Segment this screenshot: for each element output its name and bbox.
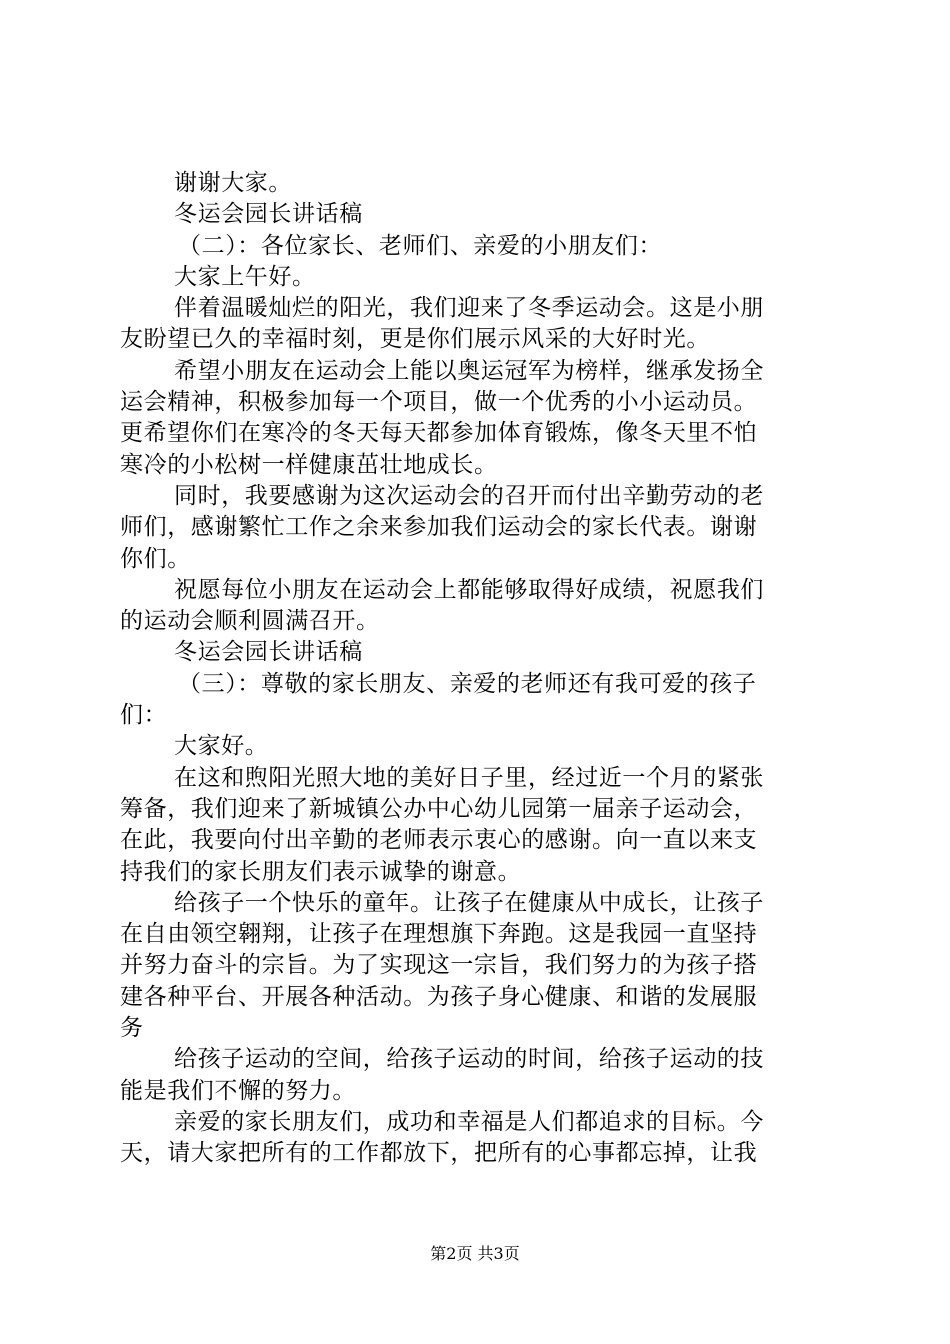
section-title: 冬运会园长讲话稿 bbox=[174, 201, 363, 228]
text-line: 亲爱的家长朋友们，成功和幸福是人们都追求的目标。今 bbox=[174, 1108, 764, 1135]
text-line: 在此，我要向付出辛勤的老师表示衷心的感谢。向一直以来支 bbox=[120, 827, 758, 854]
text-line: 建各种平台、开展各种活动。为孩子身心健康、和谐的发展服 bbox=[120, 983, 758, 1010]
text-line: 在这和煦阳光照大地的美好日子里，经过近一个月的紧张 bbox=[174, 764, 764, 791]
text-line: 在自由领空翱翔，让孩子在理想旗下奔跑。这是我园一直坚持 bbox=[120, 921, 758, 948]
text-line: 筹备，我们迎来了新城镇公办中心幼儿园第一届亲子运动会， bbox=[120, 795, 758, 822]
text-line: 师们，感谢繁忙工作之余来参加我们运动会的家长代表。谢谢 bbox=[120, 514, 758, 541]
text-line: 大家上午好。 bbox=[174, 263, 316, 290]
text-line: 希望小朋友在运动会上能以奥运冠军为榜样，继承发扬全 bbox=[174, 357, 764, 384]
text-line: 并努力奋斗的宗旨。为了实现这一宗旨，我们努力的为孩子搭 bbox=[120, 952, 758, 979]
text-line: 谢谢大家。 bbox=[174, 170, 292, 196]
page-number: 第2页 共3页 bbox=[430, 1244, 520, 1263]
text-line: 同时，我要感谢为这次运动会的召开而付出辛勤劳动的老 bbox=[174, 482, 764, 509]
text-line: 大家好。 bbox=[174, 733, 269, 760]
text-line: 们： bbox=[120, 702, 168, 729]
text-line: 务 bbox=[120, 1015, 144, 1042]
section-title: 冬运会园长讲话稿 bbox=[174, 639, 363, 666]
document-body bbox=[120, 168, 832, 1170]
text-line: 给孩子运动的空间，给孩子运动的时间，给孩子运动的技 bbox=[174, 1046, 764, 1073]
text-line: 持我们的家长朋友们表示诚挚的谢意。 bbox=[120, 858, 522, 885]
text-line: 的运动会顺利圆满召开。 bbox=[120, 608, 380, 635]
text-line: 给孩子一个快乐的童年。让孩子在健康从中成长，让孩子 bbox=[174, 889, 764, 916]
text-line: 你们。 bbox=[120, 545, 191, 572]
text-line: 运会精神，积极参加每一个项目，做一个优秀的小小运动员。 bbox=[120, 389, 758, 416]
text-line: 友盼望已久的幸福时刻，更是你们展示风采的大好时光。 bbox=[120, 326, 710, 353]
text-line: 寒冷的小松树一样健康茁壮地成长。 bbox=[120, 451, 498, 478]
text-line: 伴着温暖灿烂的阳光，我们迎来了冬季运动会。这是小朋 bbox=[174, 295, 764, 322]
text-line: 能是我们不懈的努力。 bbox=[120, 1077, 356, 1104]
text-line: （二）：各位家长、老师们、亲爱的小朋友们： bbox=[178, 232, 663, 259]
text-line: （三）：尊敬的家长朋友、亲爱的老师还有我可爱的孩子 bbox=[178, 670, 757, 697]
text-line: 天，请大家把所有的工作都放下，把所有的心事都忘掉，让我 bbox=[120, 1140, 758, 1167]
text-line: 更希望你们在寒冷的冬天每天都参加体育锻炼，像冬天里不怕 bbox=[120, 420, 758, 447]
text-line: 祝愿每位小朋友在运动会上都能够取得好成绩，祝愿我们 bbox=[174, 576, 764, 603]
